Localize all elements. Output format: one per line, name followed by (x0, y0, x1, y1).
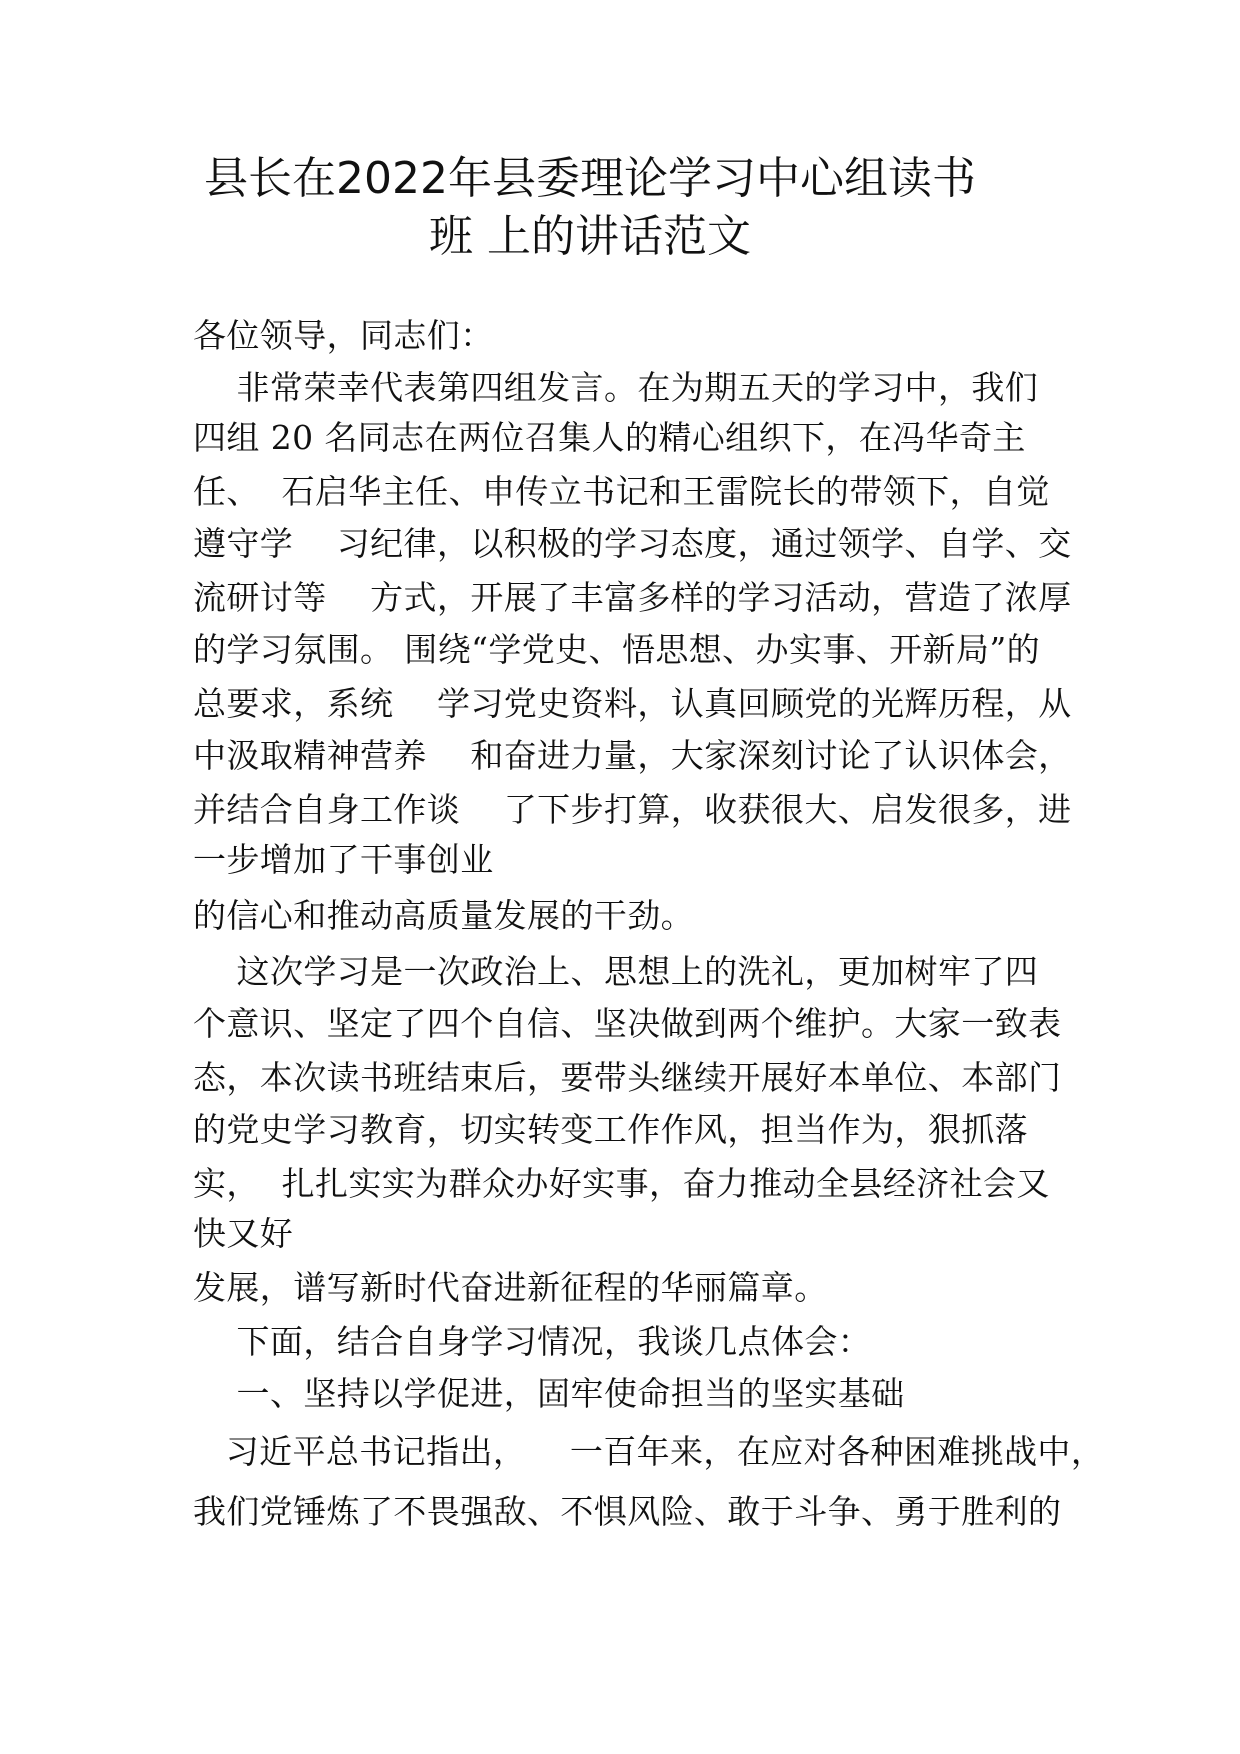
document-title (150, 150, 1030, 266)
body-line: 任、 石启华主任、申传立书记和王雷院长的带领下，自觉 (193, 472, 1050, 511)
body-line: 并结合自身工作谈 了下步打算，收获很大、启发很多，进 (193, 790, 1072, 829)
title-line-1: 县长在2022年县委理论学习中心组读书 (204, 153, 976, 204)
title-line-2: 班 上的讲话范文 (429, 211, 751, 262)
body-line: 非常荣幸代表第四组发言。在为期五天的学习中，我们 (193, 368, 1039, 407)
body-line: 这次学习是一次政治上、思想上的洗礼，更加树牢了四 (193, 952, 1039, 991)
body-line: 的党史学习教育，切实转变工作作风，担当作为，狠抓落 (193, 1110, 1028, 1149)
body-line: 个意识、坚定了四个自信、坚决做到两个维护。大家一致表 (193, 1004, 1062, 1043)
body-line: 流研讨等 方式，开展了丰富多样的学习活动，营造了浓厚 (193, 578, 1072, 617)
body-line: 快又好 (193, 1214, 294, 1253)
body-line: 实， 扎扎实实为群众办好实事，奋力推动全县经济社会又 (193, 1164, 1050, 1203)
body-line: 我们党锤炼了不畏强敌、不惧风险、敢于斗争、勇于胜利的 (193, 1492, 1062, 1531)
body-line: 遵守学 习纪律，以积极的学习态度，通过领学、自学、交 (193, 524, 1072, 563)
body-line: 的信心和推动高质量发展的干劲。 (193, 896, 694, 935)
body-line: 总要求，系统 学习党史资料，认真回顾党的光辉历程，从 (193, 684, 1072, 723)
salutation: 各位领导，同志们： (193, 316, 494, 355)
body-line: 的学习氛围。 围绕“学党史、悟思想、办实事、开新局”的 (193, 630, 1041, 669)
body-line: 中汲取精神营养 和奋进力量，大家深刻讨论了认识体会， (193, 736, 1072, 775)
body-line: 习近平总书记指出， 一百年来，在应对各种困难挑战中， (193, 1432, 1105, 1471)
body-line: 下面，结合自身学习情况，我谈几点体会： (193, 1322, 872, 1361)
section-heading: 一、坚持以学促进，固牢使命担当的坚实基础 (193, 1374, 905, 1413)
body-line: 态，本次读书班结束后，要带头继续开展好本单位、本部门 (193, 1058, 1062, 1097)
body-line: 发展，谱写新时代奋进新征程的华丽篇章。 (193, 1268, 828, 1307)
body-line: 四组 20 名同志在两位召集人的精心组织下，在冯华奇主 (193, 418, 1026, 457)
body-line: 一步增加了干事创业 (193, 840, 494, 879)
